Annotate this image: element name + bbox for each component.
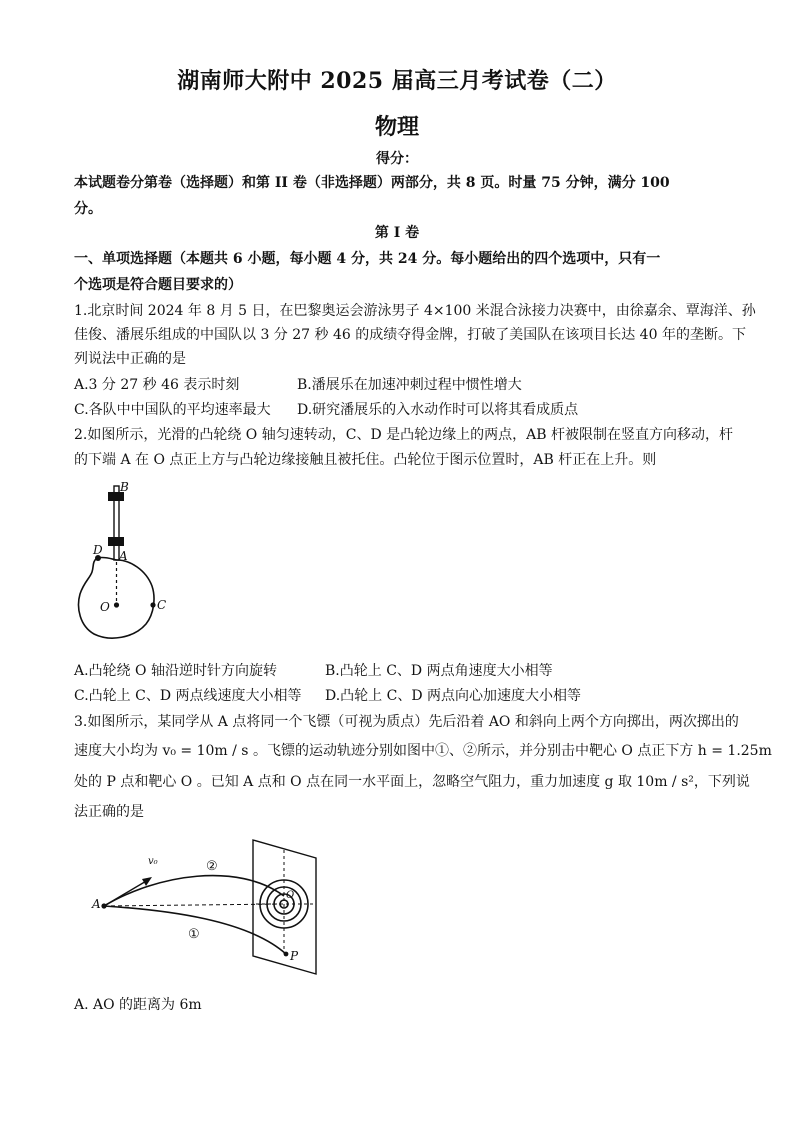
q3-option-a: A. AO 的距离为 6m [74,997,202,1013]
q1-stem-line-2: 佳俊、潘展乐组成的中国队以 3 分 27 秒 46 的成绩夺得金牌，打破了美国队在该项目长达 40 年的垄断。下 [74,327,746,343]
label-trajectory-2: ② [206,859,218,874]
label-c: C [157,598,167,612]
q2-option-b: B.凸轮上 C、D 两点角速度大小相等 [325,663,553,679]
intro-line-2: 分。 [74,201,102,217]
label-o: O [100,600,110,614]
q2-stem-line-2: 的下端 A 在 O 点正上方与凸轮边缘接触且被托住。凸轮位于图示位置时，AB 杆正在上升。则 [74,452,657,468]
label-v0: v₀ [148,856,158,867]
q1-stem-line-1: 1.北京时间 2024 年 8 月 5 日，在巴黎奥运会游泳男子 4×100 米混合泳接力决赛中，由徐嘉余、覃海洋、孙 [74,303,756,319]
label-b: B [120,480,129,494]
q2-option-a: A.凸轮绕 O 轴沿逆时针方向旋转 [74,663,277,679]
point-p [284,952,289,957]
point-c [150,602,155,607]
q1-stem-line-3: 列说法中正确的是 [74,351,186,367]
q2-option-d: D.凸轮上 C、D 两点向心加速度大小相等 [325,688,582,704]
q1-option-a: A.3 分 27 秒 46 表示时刻 [74,377,240,393]
label-o: O [286,890,295,901]
velocity-arrow [104,880,148,906]
q2-option-c: C.凸轮上 C、D 两点线速度大小相等 [74,688,302,704]
part-title: 第 I 卷 [374,225,420,241]
q3-stem-line-3: 处的 P 点和靶心 O 。已知 A 点和 O 点在同一水平面上，忽略空气阻力，重力加速度 g 取 10m / s²，下列说 [74,774,750,790]
q2-stem-line-1: 2.如图所示，光滑的凸轮绕 O 轴匀速转动，C、D 是凸轮边缘上的两点，AB 杆被限制在竖直方向移动，杆 [74,427,733,443]
cam-figure [70,474,190,650]
score-label: 得分： [376,151,418,167]
q1-option-d: D.研究潘展乐的入水动作时可以将其看成质点 [297,402,579,418]
label-a: A [92,897,101,911]
dart-figure [88,836,328,980]
point-a [101,903,106,908]
point-o [114,602,119,607]
q3-stem-line-1: 3.如图所示，某同学从 A 点将同一个飞镖（可视为质点）先后沿着 AO 和斜向上两个方向掷出，两次掷出的 [74,714,739,730]
intro-line-1: 本试题卷分第卷（选择题）和第 II 卷（非选择题）两部分，共 8 页。时量 75 分钟，满分 100 [74,175,670,191]
section-heading-line-2: 个选项是符合题目要求的） [74,277,242,293]
exam-title: 湖南师大附中 2025 届高三月考试卷（二） [177,68,617,94]
q1-option-b: B.潘展乐在加速冲刺过程中惯性增大 [297,377,522,393]
subject-title: 物理 [374,114,419,140]
label-d: D [93,543,103,557]
q1-option-c: C.各队中中国队的平均速率最大 [74,402,271,418]
q3-stem-line-2: 速度大小均为 v₀ = 10m / s 。飞镖的运动轨迹分别如图中①、②所示，并分别击中靶心 O 点正下方 h = 1.25m [74,743,772,759]
label-trajectory-1: ① [188,927,200,942]
rod-guide-bottom [108,537,124,546]
label-a: A [119,549,128,563]
section-heading-line-1: 一、单项选择题（本题共 6 小题，每小题 4 分，共 24 分。每小题给出的四个选项中，只有一 [74,251,661,267]
label-p: P [290,949,299,963]
q3-stem-line-4: 法正确的是 [74,804,144,820]
